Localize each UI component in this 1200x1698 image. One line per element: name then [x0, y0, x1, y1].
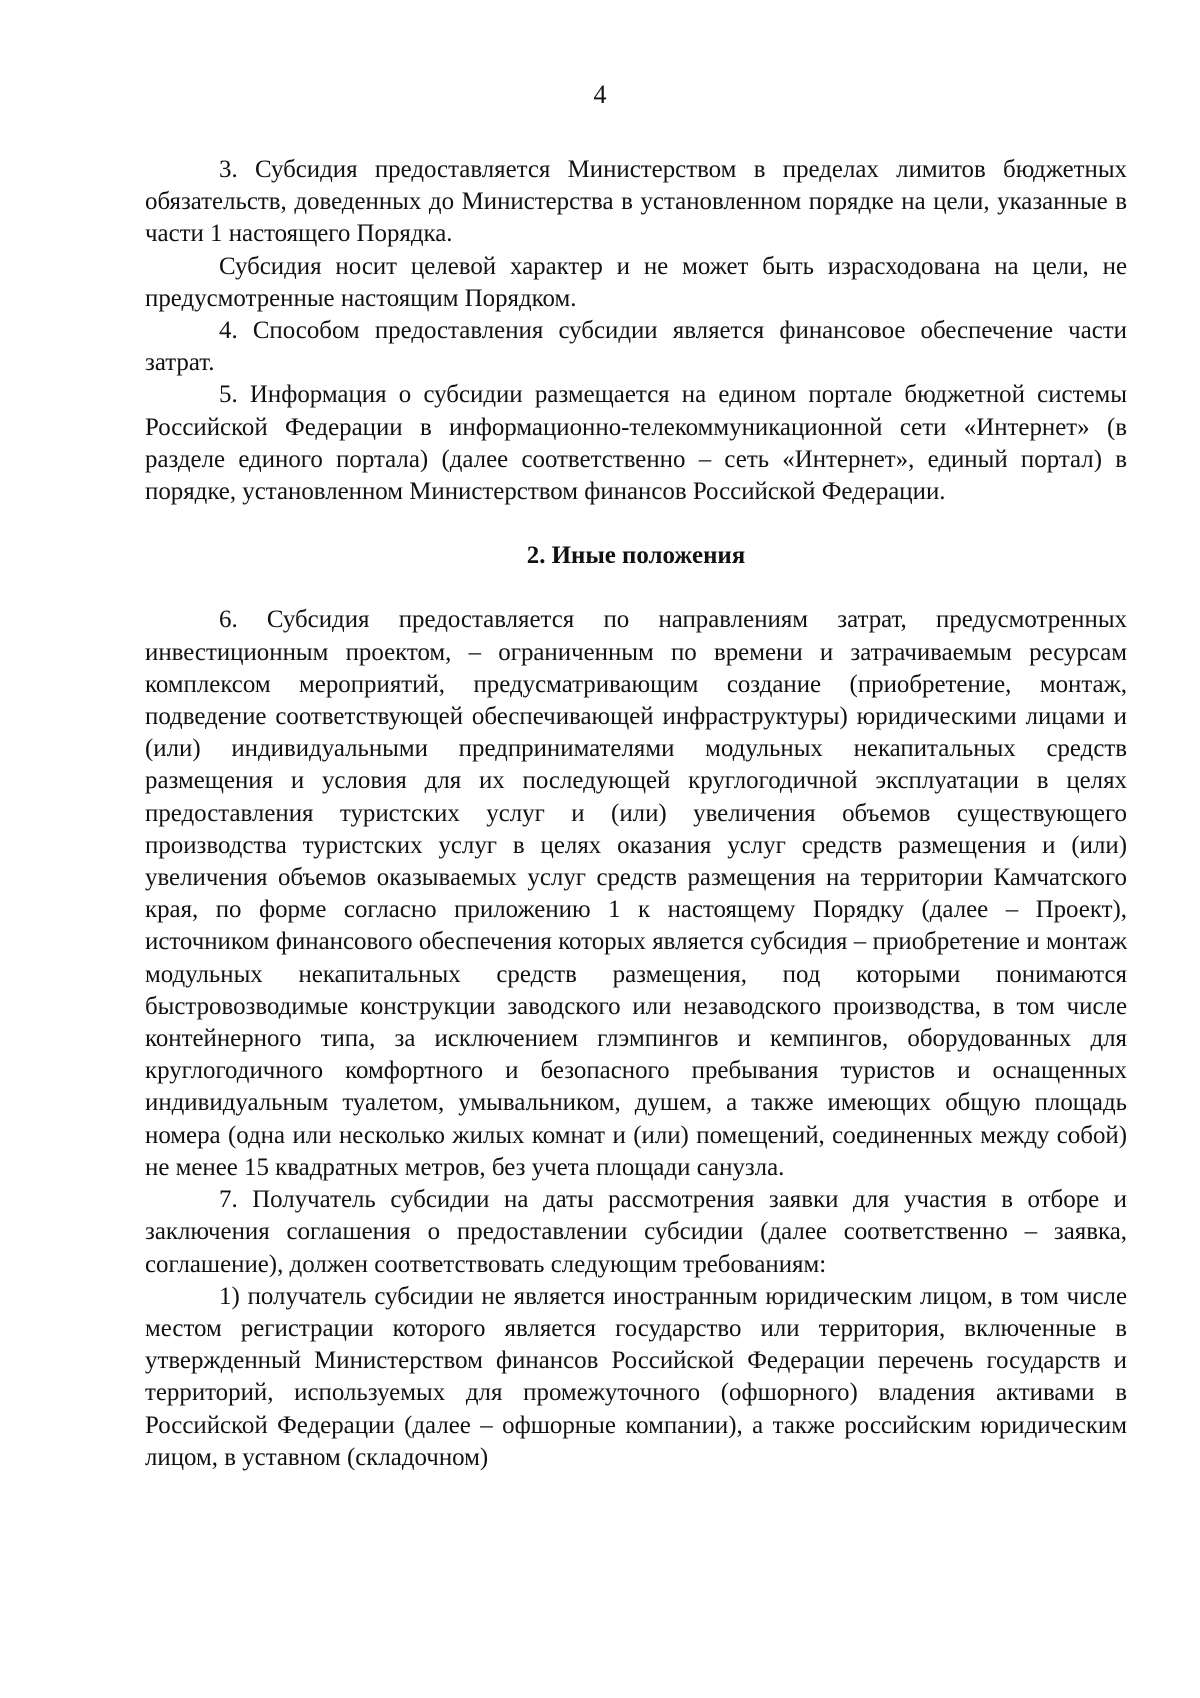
paragraph-6: 6. Субсидия предоставляется по направлениям затрат, предусмотренных инвестиционным проектом, – ограниченным по времени и затрачиваемым ресурсам комплексом мероприятий, предусматривающим создание (приобретение, монтаж, подведение соответствующей обеспечивающей инфраструктуры) юридическими лицами и (или) индивидуальными предпринимателями модульных некапитальных средств размещения и условия для их последующей круглогодичной эксплуатации в целях предоставления туристских услуг и (или) увеличения объемов существующего производства туристских услуг в целях оказания услуг средств размещения и (или) увеличения объемов оказываемых услуг средств размещения на территории Камчатского края, по форме согласно приложению 1 к настоящему Порядку (далее – Проект), источником финансового обеспечения которых является субсидия – приобретение и монтаж модульных некапитальных средств размещения, под которыми понимаются быстровозводимые конструкции заводского или незаводского производства, в том числе контейнерного типа, за исключением глэмпингов и кемпингов, оборудованных для круглогодичного комфортного и безопасного пребывания туристов и оснащенных индивидуальным туалетом, умывальником, душем, а также имеющих общую площадь номера (одна или несколько жилых комнат и (или) помещений, соединенных между собой) не менее 15 квадратных метров, без учета площади санузла.	[145, 606, 1127, 1181]
paragraph-4: 4. Способом предоставления субсидии является финансовое обеспечение части затрат.	[145, 317, 1127, 377]
paragraph-3-continued: Субсидия носит целевой характер и не может быть израсходована на цели, не предусмотренные настоящим Порядком.	[145, 252, 1127, 312]
paragraph-3: 3. Субсидия предоставляется Министерством в пределах лимитов бюджетных обязательств, доведенных до Министерства в установленном порядке на цели, указанные в части 1 настоящего Порядка.	[145, 156, 1127, 248]
section-heading: 2. Иные положения	[526, 542, 746, 570]
paragraph-7: 7. Получатель субсидии на даты рассмотрения заявки для участия в отборе и заключения соглашения о предоставлении субсидии (далее соответственно – заявка, соглашение), должен соответствовать следующим требованиям:	[145, 1186, 1127, 1278]
page-number: 4	[593, 80, 607, 109]
paragraph-7-item-1: 1) получатель субсидии не является иностранным юридическим лицом, в том числе местом регистрации которого является государство или территория, включенные в утвержденный Министерством финансов Российской Федерации перечень государств и территорий, используемых для промежуточного (офшорного) владения активами в Российской Федерации (далее – офшорные компании), а также российским юридическим лицом, в уставном (складочном)	[145, 1282, 1127, 1471]
paragraph-5: 5. Информация о субсидии размещается на едином портале бюджетной системы Российской Федерации в информационно-телекоммуникационной сети «Интернет» (в разделе единого портала) (далее соответственно – сеть «Интернет», единый портал) в порядке, установленном Министерством финансов Российской Федерации.	[145, 381, 1127, 506]
document-body	[145, 154, 1127, 1474]
